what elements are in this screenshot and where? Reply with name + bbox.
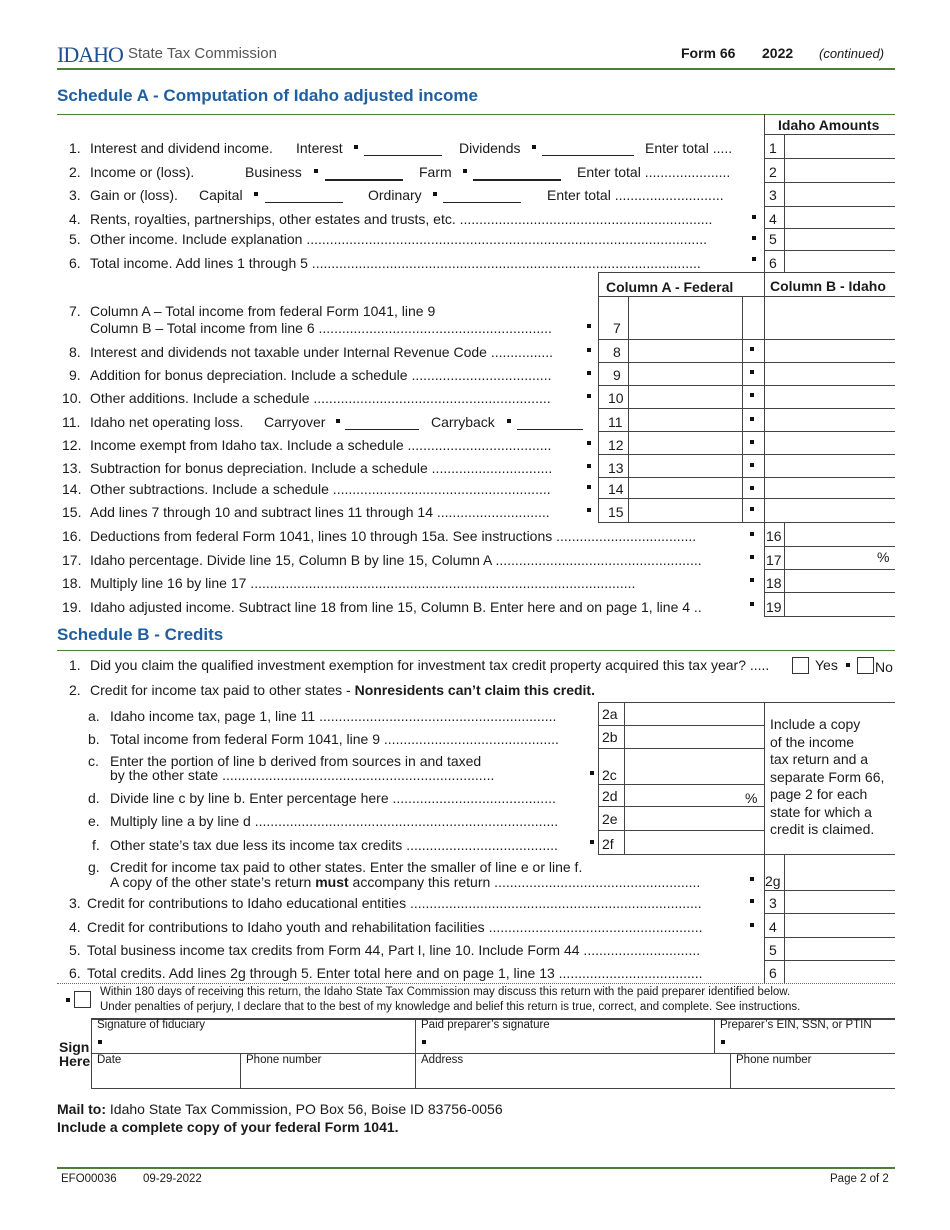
line-2-farm-label: Farm xyxy=(419,164,452,180)
bullet xyxy=(750,486,754,490)
form-code: EFO00036 xyxy=(61,1173,117,1185)
rule xyxy=(764,960,895,961)
b-2c-box: 2c xyxy=(602,767,617,783)
revision-date: 09-29-2022 xyxy=(143,1173,202,1185)
bullet xyxy=(314,169,318,173)
b-line-3-number: 3. xyxy=(69,895,81,911)
note-line: page 2 for each xyxy=(770,786,868,802)
line-16-box: 16 xyxy=(766,528,782,544)
form-number: Form 66 xyxy=(681,45,736,61)
qie-yes-label: Yes xyxy=(815,657,838,673)
line-18-label: Multiply line 16 by line 17 ................................................................................................... xyxy=(90,575,636,591)
line-14-label: Other subtractions. Include a schedule ........................................................ xyxy=(90,481,551,497)
rule xyxy=(598,362,895,363)
b-2d-letter: d. xyxy=(88,790,100,806)
line-1-number: 1. xyxy=(69,140,81,156)
b-2c-label-2: by the other state ...................................................................... xyxy=(110,767,495,783)
rule xyxy=(764,890,895,891)
bullet xyxy=(750,347,754,351)
rule xyxy=(598,339,895,340)
b-line-1-label: Did you claim the qualified investment exemption for investment tax credit property acquired this tax year? ..... xyxy=(90,657,770,673)
line-3-amount[interactable] xyxy=(785,183,895,205)
bullet xyxy=(846,663,850,667)
line-1-dividends-label: Dividends xyxy=(459,140,521,156)
b-2a-letter: a. xyxy=(88,708,100,724)
line-7-label-a: Column A – Total income from federal Form 1041, line 9 xyxy=(90,303,436,319)
bullet xyxy=(750,923,754,927)
b-2g-label-2 xyxy=(110,874,700,890)
b-line-6-label: Total credits. Add lines 2g through 5. Enter total here and on page 1, line 13 ..................................... xyxy=(87,965,703,981)
rule xyxy=(598,454,895,455)
rule xyxy=(764,546,895,547)
b-line-2-label xyxy=(90,682,595,698)
bullet xyxy=(66,998,70,1002)
note-line: separate Form 66, xyxy=(770,768,885,785)
bullet xyxy=(507,419,511,423)
line-19-number: 19. xyxy=(62,599,82,615)
preparer-signature-label: Paid preparer’s signature xyxy=(421,1019,550,1031)
b-line-6-number: 6. xyxy=(69,965,81,981)
discuss-text: Within 180 days of receiving this return, the Idaho State Tax Commission may discuss this return with the paid preparer identified below. xyxy=(100,986,791,998)
b-2a-label: Idaho income tax, page 1, line 11 ............................................................. xyxy=(110,708,557,724)
line-11-carryover-label: Carryover xyxy=(264,414,326,430)
qie-yes-checkbox[interactable] xyxy=(792,657,809,674)
line-2-farm-field[interactable] xyxy=(473,165,561,181)
rule xyxy=(598,385,895,386)
line-2-business-label: Business xyxy=(245,164,302,180)
rule xyxy=(598,725,764,726)
line-5-label: Other income. Include explanation ....................................................................................................... xyxy=(90,231,707,247)
column-b-header: Column B - Idaho xyxy=(770,278,886,294)
phone-field[interactable] xyxy=(241,1068,414,1087)
bullet xyxy=(750,578,754,582)
bullet xyxy=(750,899,754,903)
rule xyxy=(91,1088,895,1089)
line-16-number: 16. xyxy=(62,528,82,544)
header-rule xyxy=(57,68,895,70)
schedule-a-rule xyxy=(57,114,895,115)
sign-label: Sign xyxy=(59,1039,90,1055)
bullet xyxy=(750,393,754,397)
b-line-5-label: Total business income tax credits from Form 44, Part I, line 10. Include Form 44 .............................. xyxy=(87,942,701,958)
rule xyxy=(598,830,764,831)
b-2a-box: 2a xyxy=(602,706,618,722)
line-17-label: Idaho percentage. Divide line 15, Column B by line 15, Column A ..................................................... xyxy=(90,552,702,568)
b-line-5-number: 5. xyxy=(69,942,81,958)
line-9-label: Addition for bonus depreciation. Include a schedule .................................... xyxy=(90,367,552,383)
b-2d-label: Divide line c by line b. Enter percentage here .......................................... xyxy=(110,790,556,806)
line-6-label: Total income. Add lines 1 through 5 .................................................................................................... xyxy=(90,255,701,271)
b-line-4-label: Credit for contributions to Idaho youth and rehabilitation facilities ....................................................... xyxy=(87,919,703,935)
fiduciary-signature-label: Signature of fiduciary xyxy=(97,1019,206,1031)
line-11-carryback-label: Carryback xyxy=(431,414,495,430)
footer-rule xyxy=(57,1167,895,1169)
line-5-box: 5 xyxy=(769,231,777,247)
rule xyxy=(598,477,895,478)
line-1-interest-field[interactable] xyxy=(364,141,442,156)
b-2e-label: Multiply line a by line d .............................................................................. xyxy=(110,813,559,829)
b-2g-text-c: accompany this return ..................................................... xyxy=(348,874,701,890)
line-3-label: Gain or (loss). xyxy=(90,187,178,203)
line-18-number: 18. xyxy=(62,575,82,591)
preparer-signature-field[interactable] xyxy=(416,1032,713,1052)
bullet xyxy=(587,324,591,328)
line-1-box: 1 xyxy=(769,140,777,156)
line-3-box: 3 xyxy=(769,187,777,203)
b-2c-letter: c. xyxy=(88,753,99,769)
phone-label: Phone number xyxy=(246,1054,322,1066)
logo-wordmark: IDAHO xyxy=(57,42,123,67)
b-2e-letter: e. xyxy=(88,813,100,829)
form-year: 2022 xyxy=(762,45,794,61)
line-8-number: 8. xyxy=(69,344,81,360)
note-line: tax return and a xyxy=(770,751,869,767)
date-field[interactable] xyxy=(92,1068,239,1087)
line-17-number: 17. xyxy=(62,552,82,568)
bullet xyxy=(254,192,258,196)
b-line-6-box: 6 xyxy=(769,965,777,981)
bullet xyxy=(463,169,467,173)
line-19-box: 19 xyxy=(766,599,782,615)
b-line-2-number: 2. xyxy=(69,682,81,698)
b-2g-text-must: must xyxy=(315,874,349,890)
b-2f-label: Other state’s tax due less its income tax credits ....................................... xyxy=(110,837,558,853)
b-2c-label-1: Enter the portion of line b derived from sources in and taxed xyxy=(110,753,482,769)
b-2g-label-1: Credit for income tax paid to other states. Enter the smaller of line e or line f. xyxy=(110,859,583,875)
line-2-label: Income or (loss). xyxy=(90,164,195,180)
line-4-label: Rents, royalties, partnerships, other estates and trusts, etc. ................................................................. xyxy=(90,211,713,227)
line-13-label: Subtraction for bonus depreciation. Include a schedule ............................... xyxy=(90,460,553,476)
line-3-enter-total: Enter total ............................ xyxy=(547,187,724,203)
here-label: Here xyxy=(59,1053,91,1069)
preparer-discuss-checkbox[interactable] xyxy=(74,991,91,1008)
line-2-business-field[interactable] xyxy=(325,165,403,181)
b-line-5-box: 5 xyxy=(769,942,777,958)
line-17-box: 17 xyxy=(766,552,782,568)
note-line: Include a copy xyxy=(770,716,861,732)
b-2b-box: 2b xyxy=(602,729,618,745)
bullet xyxy=(750,877,754,881)
bullet xyxy=(587,371,591,375)
line-14-number: 14. xyxy=(62,481,82,497)
b-line-2-bold: Nonresidents can’t claim this credit. xyxy=(354,682,595,698)
line-9-box: 9 xyxy=(613,367,621,383)
b-2b-letter: b. xyxy=(88,731,100,747)
note-line: state for which a xyxy=(770,803,872,820)
rule xyxy=(57,983,895,984)
line-9-number: 9. xyxy=(69,367,81,383)
b-2d-box: 2d xyxy=(602,788,618,804)
preparer-id-field[interactable] xyxy=(715,1032,894,1052)
fiduciary-signature-field[interactable] xyxy=(92,1032,414,1052)
line-5-number: 5. xyxy=(69,231,81,247)
line-3-ordinary-field[interactable] xyxy=(443,188,521,203)
bullet xyxy=(336,419,340,423)
rule xyxy=(598,806,764,807)
b-line-3-box: 3 xyxy=(769,895,777,911)
idaho-amounts-header: Idaho Amounts xyxy=(778,117,880,133)
preparer-phone-label: Phone number xyxy=(736,1054,812,1066)
line-6-amount[interactable] xyxy=(785,251,895,271)
line-12-box: 12 xyxy=(608,437,624,453)
rule xyxy=(598,784,764,785)
line-11-carryback-field[interactable] xyxy=(517,415,583,430)
schedule-b-title: Schedule B - Credits xyxy=(57,625,224,644)
line-1-dividends-field[interactable] xyxy=(542,141,634,156)
line-3-ordinary-label: Ordinary xyxy=(368,187,422,203)
rule xyxy=(742,296,743,522)
line-6-number: 6. xyxy=(69,255,81,271)
rule xyxy=(598,748,764,749)
qie-no-label: No xyxy=(875,659,893,675)
rule xyxy=(764,702,765,854)
qie-no-checkbox[interactable] xyxy=(857,657,874,674)
rule xyxy=(764,854,765,984)
bullet xyxy=(433,192,437,196)
bullet xyxy=(750,440,754,444)
date-label: Date xyxy=(97,1054,122,1066)
mail-to xyxy=(57,1101,503,1117)
address-label: Address xyxy=(421,1054,464,1066)
b-2g-letter: g. xyxy=(88,859,100,875)
line-1-amount[interactable] xyxy=(785,135,895,157)
rule xyxy=(784,854,785,984)
bullet xyxy=(750,532,754,536)
rule xyxy=(598,702,895,703)
b-2f-box: 2f xyxy=(602,836,614,852)
line-1-interest-label: Interest xyxy=(296,140,343,156)
line-10-box: 10 xyxy=(608,390,624,406)
rule xyxy=(764,114,765,272)
bullet xyxy=(750,602,754,606)
line-7-box: 7 xyxy=(613,320,621,336)
line-4-box: 4 xyxy=(769,211,777,227)
include-copy-note: Include a complete copy of your federal Form 1041. xyxy=(57,1119,399,1135)
line-1-label: Interest and dividend income. xyxy=(90,140,273,156)
bullet xyxy=(587,348,591,352)
line-19-label: Idaho adjusted income. Subtract line 18 from line 15, Column B. Enter here and on page 1, line 4 .. xyxy=(90,599,702,615)
address-field[interactable] xyxy=(416,1068,729,1087)
rule xyxy=(764,272,895,273)
b-line-4-number: 4. xyxy=(69,919,81,935)
line-1-enter-total: Enter total ..... xyxy=(645,140,733,156)
line-3-capital-label: Capital xyxy=(199,187,243,203)
b-line-4-box: 4 xyxy=(769,919,777,935)
rule xyxy=(598,854,895,855)
bullet xyxy=(587,485,591,489)
line-16-label: Deductions from federal Form 1041, lines 10 through 15a. See instructions .................................... xyxy=(90,528,697,544)
bullet xyxy=(750,463,754,467)
mail-to-address: Idaho State Tax Commission, PO Box 56, Boise ID 83756-0056 xyxy=(106,1101,503,1117)
line-4-number: 4. xyxy=(69,211,81,227)
line-12-label: Income exempt from Idaho tax. Include a schedule ..................................... xyxy=(90,437,552,453)
bullet xyxy=(587,464,591,468)
line-11-number: 11. xyxy=(62,414,81,430)
bullet xyxy=(750,417,754,421)
bullet xyxy=(590,840,594,844)
column-a-header: Column A - Federal xyxy=(606,279,734,295)
line-13-box: 13 xyxy=(608,460,624,476)
note-line: credit is claimed. xyxy=(770,821,875,837)
line-7-label-b: Column B – Total income from line 6 ............................................................ xyxy=(90,320,552,336)
line-6-box: 6 xyxy=(769,255,777,271)
rule xyxy=(598,498,895,499)
b-line-3-label: Credit for contributions to Idaho educational entities ........................................................................... xyxy=(87,895,702,911)
line-14-box: 14 xyxy=(608,481,624,497)
bullet xyxy=(590,771,594,775)
rule xyxy=(598,272,599,522)
line-3-number: 3. xyxy=(69,187,81,203)
preparer-phone-field[interactable] xyxy=(731,1068,894,1087)
rule xyxy=(598,431,895,432)
line-2-enter-total: Enter total ...................... xyxy=(577,164,731,180)
rule xyxy=(598,272,764,273)
line-10-label: Other additions. Include a schedule ............................................................. xyxy=(90,390,551,406)
bullet xyxy=(752,215,756,219)
line-7-number: 7. xyxy=(69,303,81,319)
agency-name: State Tax Commission xyxy=(128,45,277,62)
b-2g-box: 2g xyxy=(765,873,781,889)
schedule-b-rule xyxy=(57,650,895,651)
b-2d-percent: % xyxy=(745,790,758,806)
line-13-number: 13. xyxy=(62,460,82,476)
bullet xyxy=(750,507,754,511)
line-11-label: Idaho net operating loss. xyxy=(90,414,244,430)
b-2e-box: 2e xyxy=(602,811,618,827)
line-15-label: Add lines 7 through 10 and subtract lines 11 through 14 ............................. xyxy=(90,504,550,520)
bullet xyxy=(587,508,591,512)
line-11-box: 11 xyxy=(608,414,623,430)
mail-to-label: Mail to: xyxy=(57,1101,106,1117)
idaho-logo xyxy=(57,42,123,68)
bullet xyxy=(752,236,756,240)
page-number: Page 2 of 2 xyxy=(830,1173,889,1185)
rule xyxy=(764,272,765,616)
line-15-number: 15. xyxy=(62,504,82,520)
rule xyxy=(598,296,895,297)
line-12-number: 12. xyxy=(62,437,82,453)
line-10-number: 10. xyxy=(62,390,82,406)
credit-note xyxy=(770,716,884,839)
bullet xyxy=(750,370,754,374)
line-8-label: Interest and dividends not taxable under Internal Revenue Code ................ xyxy=(90,344,554,360)
line-2-amount[interactable] xyxy=(785,159,895,181)
preparer-id-label: Preparer’s EIN, SSN, or PTIN xyxy=(720,1019,872,1031)
continued-label: (continued) xyxy=(819,46,885,61)
b-2g-text-a: A copy of the other state’s return xyxy=(110,874,316,890)
line-3-capital-field[interactable] xyxy=(265,188,343,203)
perjury-text: Under penalties of perjury, I declare that to the best of my knowledge and belief this return is true, correct, and complete. See instructions. xyxy=(100,1001,801,1013)
line-18-box: 18 xyxy=(766,575,782,591)
rule xyxy=(628,296,629,522)
line-8-box: 8 xyxy=(613,344,621,360)
bullet xyxy=(532,145,536,149)
rule xyxy=(598,408,895,409)
line-2-number: 2. xyxy=(69,164,81,180)
rule xyxy=(764,937,895,938)
rule xyxy=(764,913,895,914)
b-line-1-number: 1. xyxy=(69,657,81,673)
line-17-percent: % xyxy=(877,549,890,565)
b-2f-letter: f. xyxy=(92,837,100,853)
b-2b-label: Total income from federal Form 1041, line 9 ............................................. xyxy=(110,731,559,747)
schedule-a-title: Schedule A - Computation of Idaho adjusted income xyxy=(57,86,478,105)
rule xyxy=(764,616,895,617)
bullet xyxy=(587,441,591,445)
line-15-box: 15 xyxy=(608,504,624,520)
rule xyxy=(764,592,895,593)
bullet xyxy=(752,257,756,261)
bullet xyxy=(587,394,591,398)
rule xyxy=(764,569,895,570)
note-line: of the income xyxy=(770,733,855,750)
rule xyxy=(598,522,895,523)
bullet xyxy=(354,145,358,149)
line-2-box: 2 xyxy=(769,164,777,180)
line-5-amount[interactable] xyxy=(785,229,895,249)
bullet xyxy=(750,555,754,559)
b-line-2-text: Credit for income tax paid to other states - xyxy=(90,682,355,698)
line-11-carryover-field[interactable] xyxy=(345,415,419,430)
line-4-amount[interactable] xyxy=(785,207,895,227)
